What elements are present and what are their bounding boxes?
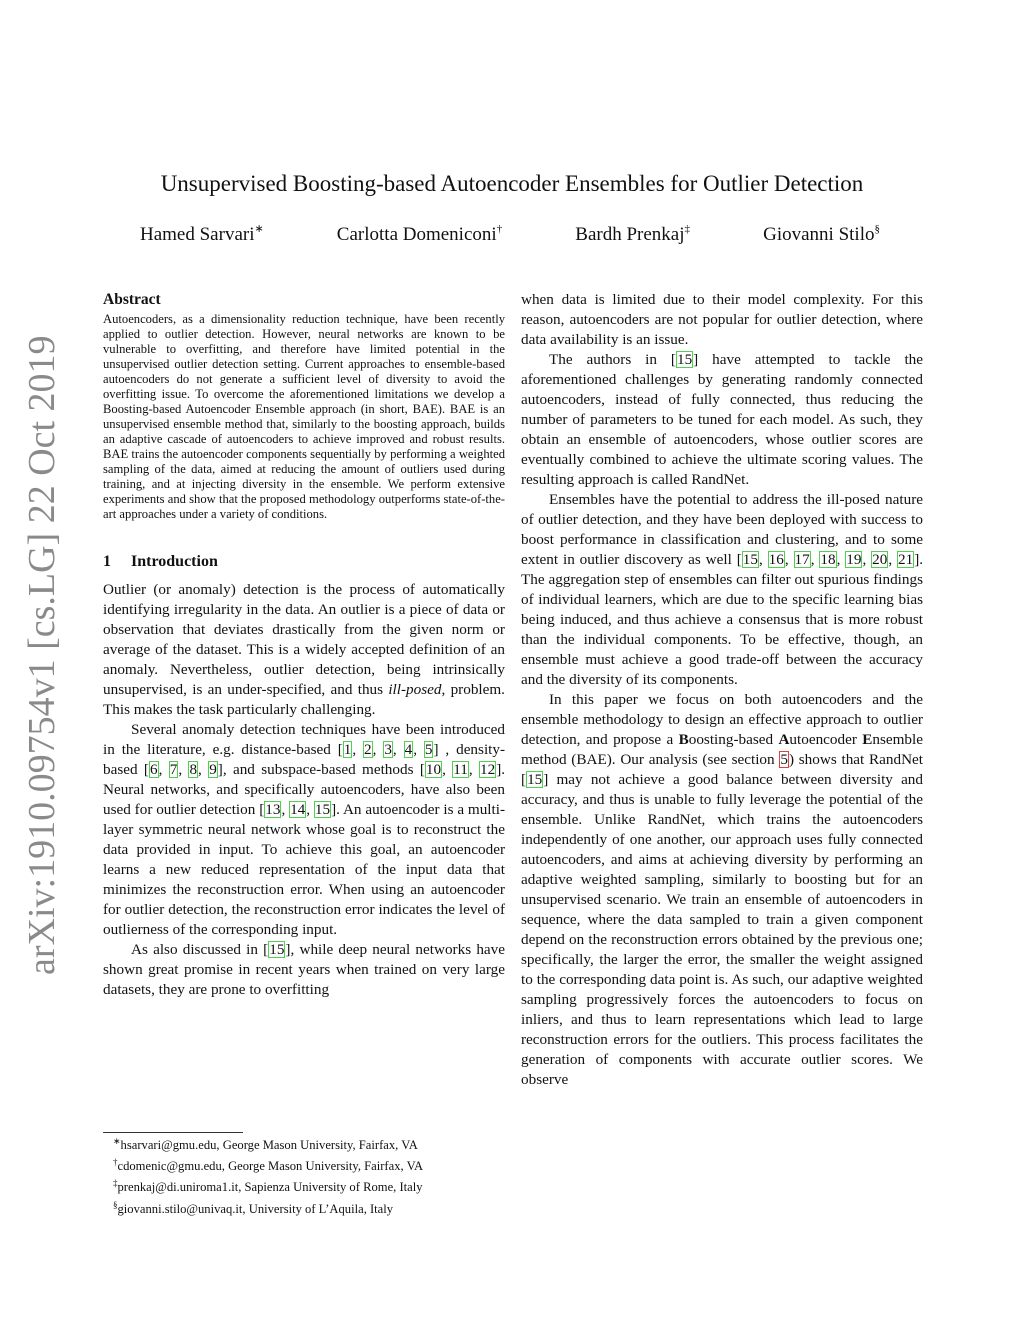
intro-paragraph: As also discussed in [15], while deep neural networks have shown great promise in recent years when trained on very large datasets, they are prone to overfitting — [103, 941, 505, 998]
footnote: †cdomenic@gmu.edu, George Mason University, Fairfax, VA — [113, 1157, 424, 1174]
author-mark: § — [874, 222, 880, 235]
citation-link[interactable]: 19 — [846, 551, 862, 568]
footnote: ‡prenkaj@di.uniroma1.it, Sapienza University of Rome, Italy — [113, 1178, 423, 1195]
citation-link[interactable]: 2 — [364, 741, 372, 758]
abstract-heading: Abstract — [103, 291, 161, 308]
footnote: ∗hsarvari@gmu.edu, George Mason University, Fairfax, VA — [113, 1136, 418, 1153]
arxiv-id-text: arXiv:1910.09754v1 [cs.LG] 22 Oct 2019 — [21, 335, 63, 975]
citation-link[interactable]: 1 — [343, 741, 352, 758]
citation-link[interactable]: 15 — [676, 351, 693, 368]
author: Giovanni Stilo§ — [763, 222, 880, 245]
citation-link[interactable]: 6 — [149, 761, 158, 778]
citation-link[interactable]: 15 — [742, 551, 758, 568]
author: Carlotta Domeniconi† — [336, 222, 503, 245]
citation-link[interactable]: 4 — [404, 741, 413, 758]
author: Bardh Prenkaj‡ — [575, 222, 691, 245]
intro-paragraph: The authors in [15] have attempted to tackle the aforementioned challenges by generating randomly connected autoencoders, instead of fully connected, thus reducing the number of parameters to be tuned for each model. As such, they obtain an ensemble of autoencoders, whose outlier scores are eventually combined to achieve the ultimate scoring values. The resulting approach is called RandNet. — [521, 351, 923, 488]
intro-paragraph: Ensembles have the potential to address the ill-posed nature of outlier detection, and they have been deployed with success to boost performance in classification and clustering, and to some extent in outlier discovery as well [15, 16, 17, 18, 19, 20, 21]. The aggregation step of ensembles can filter out spurious findings of individual learners, which are due to the specific learning bias being induced, and thus achieve a consensus that is more robust than the individual components. To be effective, though, an ensemble must achieve a good trade-off between the accuracy and the diversity of its components. — [521, 491, 924, 688]
citation-link[interactable]: 7 — [169, 761, 178, 778]
citation-link[interactable]: 18 — [820, 551, 836, 568]
author-mark: † — [496, 222, 503, 235]
author-mark: ∗ — [254, 222, 264, 235]
section-heading: 1 Introduction — [103, 553, 218, 570]
section-link[interactable]: 5 — [780, 751, 788, 768]
intro-paragraph: In this paper we focus on both autoencoders and the ensemble methodology to design an effective approach to outlier detection, and propose a Boosting-based Autoencoder Ensemble method (BAE). Our analysis (see section 5) shows that RandNet [15] may not achieve a good balance between diversity and accuracy, and thus is unable to fully leverage the potential of the ensemble. Unlike RandNet, which trains the autoencoders independently of one another, our approach uses fully connected autoencoders, and aims at achieving diversity by performing an adaptive weighted sampling, similarly to boosting but for an unsupervised scenario. We train an ensemble of autoencoders in sequence, where the data sampled to train a given component depend on the reconstruction errors obtained by the previous one; specifically, the larger the error, the smaller the weight assigned to the corresponding data point is. As such, our adaptive weighted sampling progressively forces the autoencoders to focus on inliers, and thus to learn representations which lead to large reconstruction errors for the outliers. This process facilitates the generation of components with accurate outlier scores. We observe — [521, 691, 923, 1088]
citation-link[interactable]: 13 — [265, 801, 281, 818]
citation-link[interactable]: 3 — [384, 741, 392, 758]
author-list — [140, 222, 880, 248]
left-column — [103, 290, 505, 1000]
citation-link[interactable]: 15 — [527, 771, 543, 788]
citation-link[interactable]: 11 — [453, 761, 468, 778]
footnotes — [103, 1133, 505, 1218]
intro-paragraph: Outlier (or anomaly) detection is the process of automatically identifying irregularity in the data. An outlier is a piece of data or observation that deviates drastically from the given norm or average of the dataset. This is a widely accepted definition of an anomaly. Nevertheless, outlier detection, being intrinsically unsupervised, is an under-specified, and thus ill-posed, problem. This makes the task particularly challenging. — [103, 581, 505, 718]
citation-link[interactable]: 9 — [209, 761, 217, 778]
citation-link[interactable]: 5 — [424, 741, 433, 758]
citation-link[interactable]: 17 — [794, 551, 810, 568]
author: Hamed Sarvari∗ — [140, 222, 264, 245]
citation-link[interactable]: 14 — [290, 801, 306, 818]
citation-link[interactable]: 20 — [872, 551, 888, 568]
citation-link[interactable]: 15 — [314, 801, 331, 818]
citation-link[interactable]: 10 — [425, 761, 442, 778]
citation-link[interactable]: 16 — [768, 551, 784, 568]
right-column — [521, 290, 923, 1090]
footnote: §giovanni.stilo@univaq.it, University of L’Aquila, Italy — [113, 1199, 394, 1216]
abstract-body: Autoencoders, as a dimensionality reduction technique, have been recently applied to outlier detection. However, neural networks are known to be vulnerable to overfitting, and therefore have limited potential in the unsupervised outlier detection setting. Current approaches to ensemble-based autoencoders do not generate a sufficient level of diversity to avoid the overfitting issue. To overcome the aforementioned limitations we develop a Boosting-based Autoencoder Ensemble approach (in short, BAE). BAE is an unsupervised ensemble method that, similarly to the boosting approach, builds an adaptive cascade of autoencoders to achieve improved and robust results. BAE trains the autoencoder components sequentially by performing a weighted sampling of the data, aimed at reducing the amount of outliers used during training, and at injecting diversity in the ensemble. We perform extensive experiments and show that the proposed methodology outperforms state-of-the-art approaches under a variety of conditions. — [103, 312, 505, 521]
citation-link[interactable]: 21 — [898, 551, 914, 568]
citation-link[interactable]: 12 — [480, 761, 496, 778]
paper-title: Unsupervised Boosting-based Autoencoder Ensembles for Outlier Detection — [160, 171, 864, 196]
intro-paragraph: Several anomaly detection techniques have been introduced in the literature, e.g. distance-based [1, 2, 3, 4, 5] , density-based [6, 7, 8, 9], and subspace-based methods [10, 11, 12]. Neural networks, and specifically autoencoders, have also been used for outlier detection [13, 14, 15]. An autoencoder is a multi-layer symmetric neural network whose goal is to reconstruct the data provided in input. To achieve this goal, an autoencoder learns a new reduced representation of the input data that minimizes the reconstruction error. When using an autoencoder for outlier detection, the reconstruction error indicates the level of outlierness of the corresponding input. — [103, 721, 506, 938]
author-mark: ‡ — [684, 222, 691, 235]
intro-paragraph: when data is limited due to their model complexity. For this reason, autoencoders are not popular for outlier detection, where data availability is an issue. — [521, 291, 923, 348]
citation-link[interactable]: 15 — [269, 941, 285, 958]
citation-link[interactable]: 8 — [189, 761, 198, 778]
